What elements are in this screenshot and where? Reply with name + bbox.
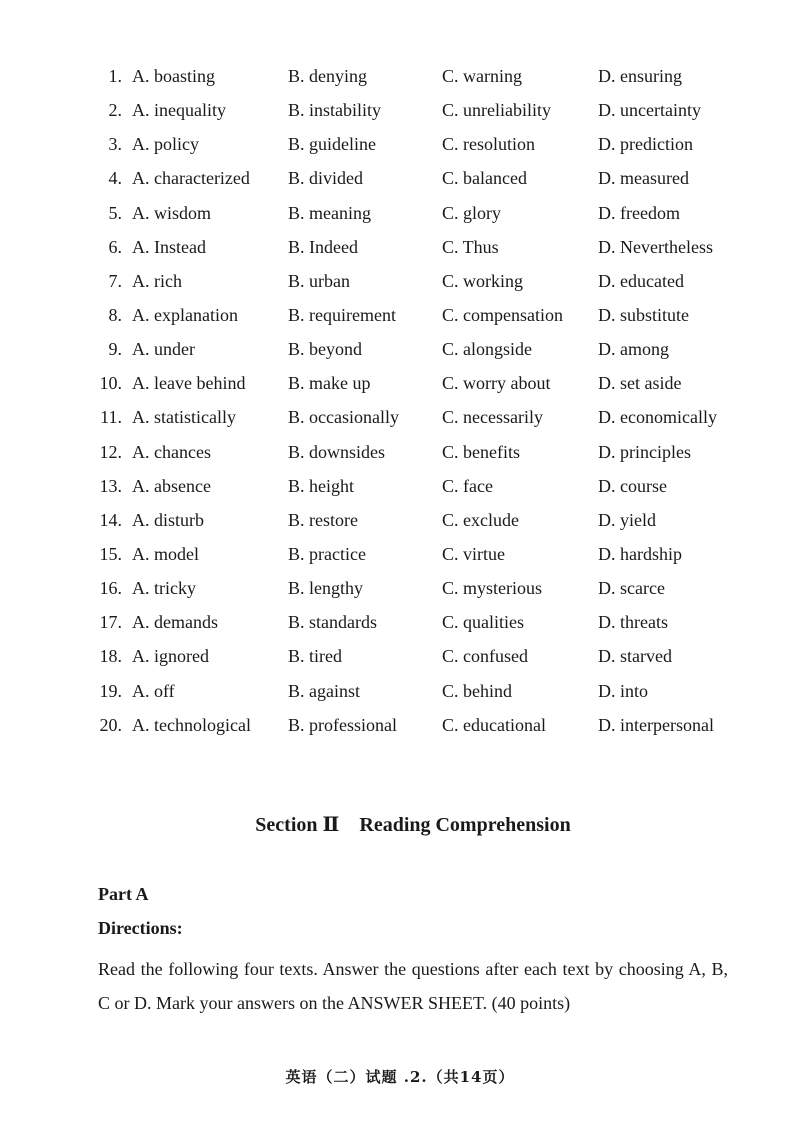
option-d: D. freedom xyxy=(598,202,680,223)
directions-label: Directions: xyxy=(98,918,183,938)
option-d: D. Nevertheless xyxy=(598,236,713,257)
option-d: D. measured xyxy=(598,168,689,189)
option-a: A. characterized xyxy=(132,168,250,189)
option-a: A. wisdom xyxy=(132,202,212,223)
option-b: B. restore xyxy=(288,509,358,530)
option-d: D. threats xyxy=(598,612,668,633)
question-number: 6. xyxy=(108,236,122,257)
option-b: B. divided xyxy=(288,168,363,189)
question-row xyxy=(0,59,800,93)
option-c: C. behind xyxy=(442,680,512,701)
option-c: C. confused xyxy=(442,646,528,667)
option-d: D. yield xyxy=(598,509,656,530)
question-number: 20. xyxy=(99,714,122,735)
option-d: D. educated xyxy=(598,270,684,291)
option-c: C. necessarily xyxy=(442,407,543,428)
option-c: C. balanced xyxy=(442,168,527,189)
option-b: B. standards xyxy=(288,612,377,633)
option-a: A. model xyxy=(132,543,199,564)
option-d: D. substitute xyxy=(598,304,690,325)
option-a: A. statistically xyxy=(132,407,236,428)
question-row xyxy=(0,366,800,400)
question-row xyxy=(0,469,800,503)
question-number: 9. xyxy=(108,339,122,360)
option-a: A. off xyxy=(132,680,175,701)
option-d: D. interpersonal xyxy=(598,714,714,735)
option-b: B. meaning xyxy=(288,202,371,223)
option-c: C. compensation xyxy=(442,304,563,325)
option-c: C. qualities xyxy=(442,612,524,633)
question-number: 12. xyxy=(99,441,122,462)
option-c: C. resolution xyxy=(442,134,535,155)
question-number: 16. xyxy=(99,578,122,599)
question-row xyxy=(0,332,800,366)
option-a: A. inequality xyxy=(132,100,226,121)
question-number: 17. xyxy=(99,612,122,633)
option-d: D. course xyxy=(598,475,667,496)
question-number: 19. xyxy=(99,680,122,701)
option-b: B. lengthy xyxy=(288,578,363,599)
question-number: 11. xyxy=(100,407,122,428)
option-a: A. rich xyxy=(132,270,182,291)
option-b: B. tired xyxy=(288,646,342,667)
option-b: B. professional xyxy=(288,714,397,735)
question-row xyxy=(0,264,800,298)
option-c: C. working xyxy=(442,270,523,291)
option-b: B. denying xyxy=(288,66,367,86)
question-row xyxy=(0,196,800,230)
option-d: D. hardship xyxy=(598,543,682,564)
question-number: 10. xyxy=(99,373,122,394)
option-b: B. height xyxy=(288,475,354,496)
option-c: C. mysterious xyxy=(442,578,543,599)
option-b: B. make up xyxy=(288,373,371,394)
option-b: B. practice xyxy=(288,543,366,564)
option-a: A. boasting xyxy=(132,66,215,86)
question-row xyxy=(0,674,800,708)
option-a: A. Instead xyxy=(132,236,206,257)
option-a: A. absence xyxy=(132,475,211,496)
question-row xyxy=(0,298,800,332)
option-b: B. urban xyxy=(288,270,350,291)
question-row xyxy=(0,571,800,605)
option-c: C. exclude xyxy=(442,509,519,530)
question-row xyxy=(0,435,800,469)
option-d: D. into xyxy=(598,680,649,701)
question-row xyxy=(0,503,800,537)
question-row xyxy=(0,605,800,639)
section-title: Section Ⅱ Reading Comprehension xyxy=(255,814,571,836)
options-list xyxy=(0,59,800,742)
question-row xyxy=(0,127,800,161)
option-d: D. set aside xyxy=(598,373,682,394)
question-number: 1. xyxy=(108,66,122,86)
option-c: C. benefits xyxy=(442,441,520,462)
option-a: A. ignored xyxy=(132,646,209,667)
option-b: B. Indeed xyxy=(288,236,358,257)
option-b: B. beyond xyxy=(288,339,362,360)
option-b: B. instability xyxy=(288,100,382,121)
question-row xyxy=(0,230,800,264)
option-d: D. economically xyxy=(598,407,717,428)
question-number: 15. xyxy=(99,543,122,564)
option-b: B. against xyxy=(288,680,360,701)
option-d: D. ensuring xyxy=(598,66,682,86)
option-c: C. educational xyxy=(442,714,546,735)
option-a: A. policy xyxy=(132,134,199,155)
question-number: 14. xyxy=(99,509,122,530)
option-d: D. prediction xyxy=(598,134,693,155)
question-row xyxy=(0,93,800,127)
question-number: 18. xyxy=(99,646,122,667)
option-a: A. chances xyxy=(132,441,211,462)
question-row xyxy=(0,400,800,434)
option-d: D. uncertainty xyxy=(598,100,701,121)
option-b: B. downsides xyxy=(288,441,386,462)
question-number: 2. xyxy=(108,100,122,121)
option-c: C. face xyxy=(442,475,493,496)
option-c: C. worry about xyxy=(442,373,551,394)
option-c: C. alongside xyxy=(442,339,532,360)
option-c: C. Thus xyxy=(442,236,499,257)
option-b: B. occasionally xyxy=(288,407,399,428)
option-a: A. tricky xyxy=(132,578,196,599)
question-number: 13. xyxy=(99,475,122,496)
question-number: 7. xyxy=(108,270,122,291)
question-row xyxy=(0,708,800,742)
page-footer: 英语（二）试题 .2.（共14页） xyxy=(285,1068,515,1086)
question-number: 3. xyxy=(108,134,122,155)
option-d: D. scarce xyxy=(598,578,665,599)
option-a: A. leave behind xyxy=(132,373,246,394)
option-b: B. requirement xyxy=(288,304,396,325)
question-row xyxy=(0,161,800,195)
option-a: A. demands xyxy=(132,612,218,633)
option-c: C. virtue xyxy=(442,543,505,564)
option-a: A. explanation xyxy=(132,304,238,325)
option-c: C. unreliability xyxy=(442,100,551,121)
option-d: D. starved xyxy=(598,646,672,667)
question-number: 5. xyxy=(108,202,122,223)
option-a: A. under xyxy=(132,339,195,360)
option-d: D. among xyxy=(598,339,669,360)
option-c: C. glory xyxy=(442,202,502,223)
option-a: A. disturb xyxy=(132,509,204,530)
question-number: 8. xyxy=(108,304,122,325)
option-a: A. technological xyxy=(132,714,251,735)
directions-text: Read the following four texts. Answer the questions after each text by choosing A, B, C or D. Mark your answers on the ANSWER SHEET. (40 points) xyxy=(98,959,728,1013)
question-number: 4. xyxy=(108,168,122,189)
option-d: D. principles xyxy=(598,441,691,462)
question-row xyxy=(0,537,800,571)
option-b: B. guideline xyxy=(288,134,376,155)
question-row xyxy=(0,639,800,673)
part-title: Part A xyxy=(98,884,149,904)
option-c: C. warning xyxy=(442,66,522,86)
